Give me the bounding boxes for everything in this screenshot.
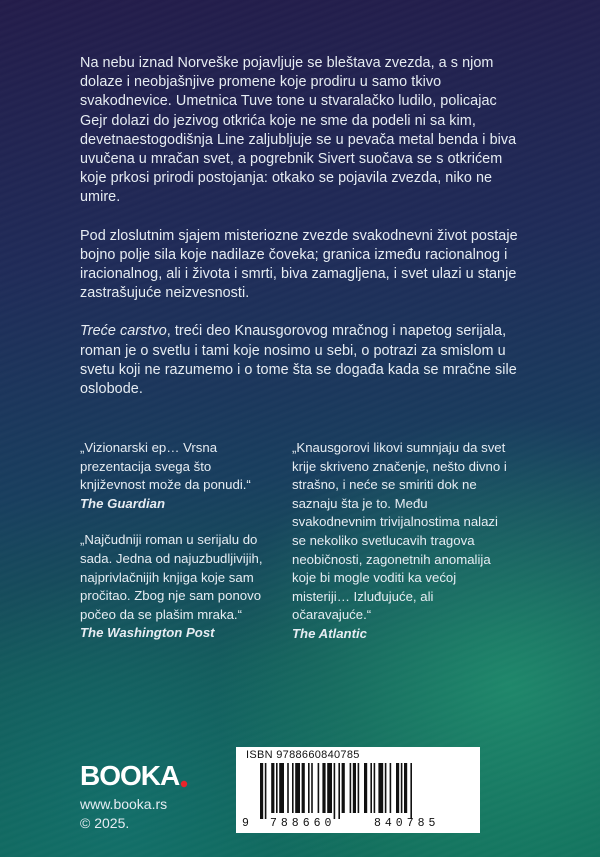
quotes-right-column: [292, 439, 512, 662]
barcode-bar: [271, 763, 274, 813]
barcode-bar: [404, 763, 407, 813]
back-cover-blurb: [80, 54, 520, 418]
quote-source: The Washington Post: [80, 625, 215, 641]
barcode-bar: [396, 763, 399, 813]
barcode-bar: [374, 763, 376, 813]
barcode-bar: [350, 763, 352, 813]
isbn-label: ISBN 9788660840785: [246, 749, 360, 761]
isbn-barcode: [236, 747, 480, 833]
barcode-bar: [276, 763, 278, 813]
barcode-bar: [311, 763, 313, 813]
barcode-bar: [334, 763, 336, 819]
review-quote: [80, 439, 270, 513]
quote-text: „Knausgorovi likovi sumnjaju da svet krije skriveno značenje, nešto divno i strašno, i neće se smiriti dok ne saznaju šta je to. Među svakodnevnim trivijalnostima nalazi se nekoliko svetlucavih tragova neobičnosti, zagonetnih anomalija koje bi mogle voditi ka većoj misteriji… Izluđujuće, ali očaravajuće.“: [292, 440, 507, 623]
barcode-bar: [322, 763, 325, 813]
logo-dot: [181, 781, 187, 787]
barcode-bar: [390, 763, 392, 813]
barcode-bar: [401, 763, 403, 813]
barcode-bar: [318, 763, 320, 813]
blurb-paragraph-2: Pod zloslutnim sjajem misteriozne zvezde svakodnevni život postaje bojno polje sila koje nadilaze čoveka; granica između racionalnog i iracionalnog, ali i života i smrti, biva zamagljena, i svet ulazi u stanje zastrašujuće neizvesnosti.: [80, 227, 518, 302]
blurb-paragraph-3: [80, 322, 520, 399]
barcode-bar: [370, 763, 372, 813]
barcode-bar: [302, 763, 305, 813]
barcode-bar: [265, 763, 267, 819]
barcode-bar: [295, 763, 300, 813]
barcode-bar: [292, 763, 294, 813]
copyright: © 2025.: [80, 815, 130, 831]
barcode-bar: [308, 763, 310, 813]
book-title-italic: Treće carstvo: [80, 323, 167, 340]
publisher-website: www.booka.rs: [80, 796, 168, 812]
barcode-bars: [242, 763, 474, 819]
logo-wordmark: BOOKA: [80, 762, 180, 788]
blurb-paragraph-1: Na nebu iznad Norveške pojavljuje se bleštava zvezda, a s njom dolaze i neobjašnjive promene koje prodiru u samo tkivo svakodnevice. Umetnica Tuve tone u stvaralačko ludilo, policajac Gejr dolazi do jezivog otkrića koje ne sme da podeli ni sa kim, devetnaestogodišnja Line zaljubljuje se u pevača metal benda i biva uvučena u mračan svet, a pogrebnik Sivert suočava se s otkrićem koje prkosi prirodi postojanja: otkako se pojavila zvezda, niko ne umire.: [80, 55, 517, 206]
barcode-digits-right: 840785: [374, 817, 440, 830]
barcode-bar: [385, 763, 387, 813]
barcode-bar: [260, 763, 263, 819]
barcode-bar: [342, 763, 345, 813]
barcode-bar: [327, 763, 332, 813]
barcode-lead-digit: 9: [242, 817, 249, 830]
review-quote: [80, 531, 270, 643]
barcode-bar: [410, 763, 412, 819]
quote-text: „Vizionarski ep… Vrsna prezentacija svega što književnost može da ponudi.“: [80, 440, 251, 493]
review-quote: [292, 439, 512, 644]
quote-source: The Guardian: [80, 495, 165, 511]
quote-source: The Atlantic: [292, 625, 367, 641]
barcode-bar: [364, 763, 367, 813]
barcode-bar: [279, 763, 284, 813]
booka-logo: [80, 762, 188, 788]
barcode-bar: [358, 763, 360, 813]
barcode-bar: [353, 763, 356, 813]
barcode-digits-left: 788660: [270, 817, 336, 830]
barcode-bar: [338, 763, 340, 819]
barcode-bar: [287, 763, 289, 813]
barcode-bar: [378, 763, 383, 813]
blurb-paragraph-3-text: , treći deo Knausgorovog mračnog i napetog serijala, roman je o svetlu i tami koje nosimo u sebi, o potrazi za smislom u svetu koji ne razumemo i o tome šta se događa kada se mračne sile oslobode.: [80, 323, 517, 398]
quote-text: „Najčudniji roman u serijalu do sada. Jedna od najuzbudljivijih, najprivlačnijih knjiga koje sam pročitao. Zbog nje sam ponovo počeo da se plašim mraka.“: [80, 532, 263, 622]
quotes-left-column: [80, 439, 270, 661]
